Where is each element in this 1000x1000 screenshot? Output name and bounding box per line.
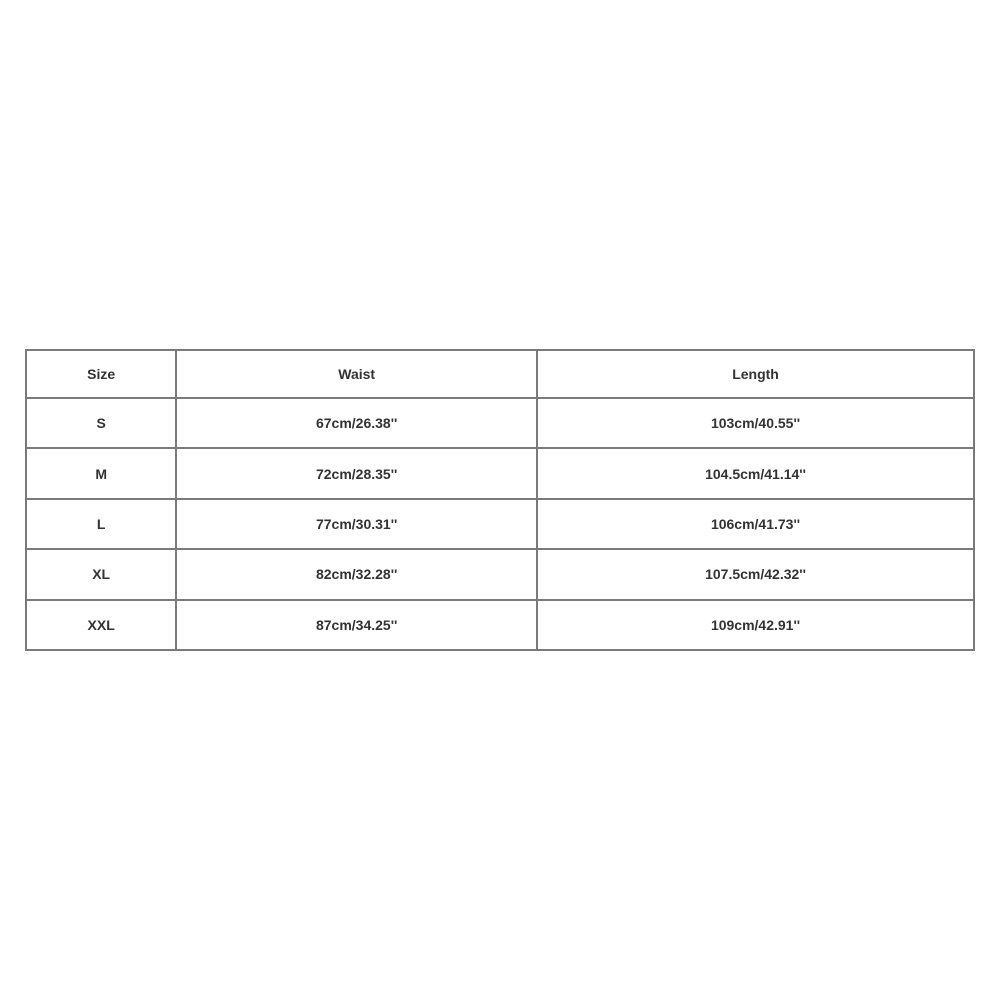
table-row <box>26 600 974 650</box>
length-cell: 106cm/41.73'' <box>537 499 974 549</box>
header-length: Length <box>537 350 974 398</box>
waist-cell: 82cm/32.28'' <box>176 549 537 599</box>
length-cell: 103cm/40.55'' <box>537 398 974 448</box>
length-cell: 107.5cm/42.32'' <box>537 549 974 599</box>
table-row <box>26 499 974 549</box>
size-chart-table <box>25 349 975 651</box>
size-cell: M <box>26 448 176 498</box>
header-waist: Waist <box>176 350 537 398</box>
header-size: Size <box>26 350 176 398</box>
waist-cell: 67cm/26.38'' <box>176 398 537 448</box>
table-row <box>26 549 974 599</box>
waist-cell: 87cm/34.25'' <box>176 600 537 650</box>
header-row <box>26 350 974 398</box>
length-cell: 109cm/42.91'' <box>537 600 974 650</box>
table-row <box>26 448 974 498</box>
size-cell: XL <box>26 549 176 599</box>
length-cell: 104.5cm/41.14'' <box>537 448 974 498</box>
waist-cell: 72cm/28.35'' <box>176 448 537 498</box>
size-cell: S <box>26 398 176 448</box>
table-row <box>26 398 974 448</box>
size-cell: L <box>26 499 176 549</box>
size-cell: XXL <box>26 600 176 650</box>
waist-cell: 77cm/30.31'' <box>176 499 537 549</box>
